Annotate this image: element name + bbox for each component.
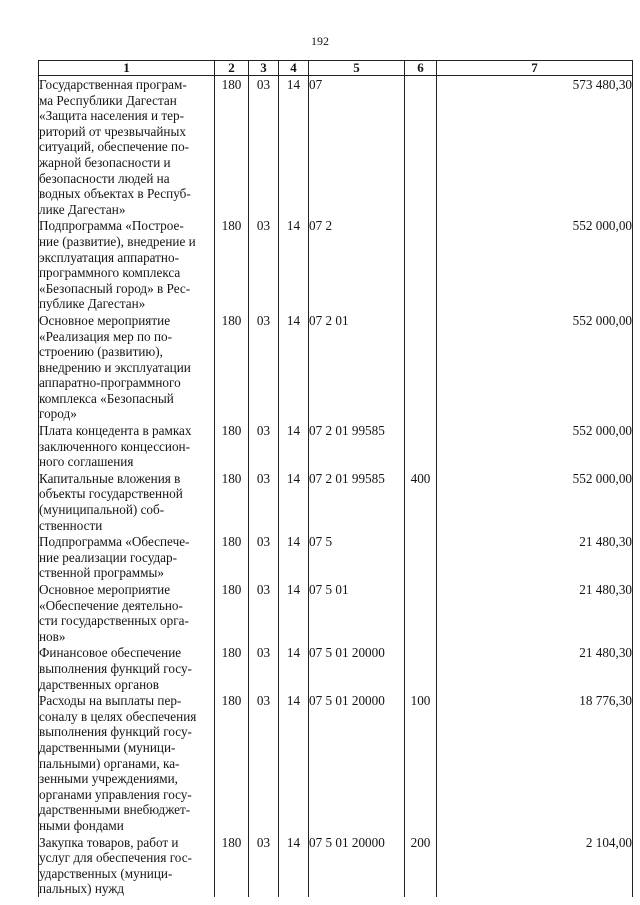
expense-type-cell	[405, 533, 437, 581]
row-name-line: Основное мероприятие	[39, 312, 171, 328]
row-name-line: риторий от чрезвычайных	[39, 123, 186, 139]
row-name-line: дарственными (муници-	[39, 739, 176, 755]
row-name-line: эксплуатация аппаратно-	[39, 249, 179, 265]
expense-type-cell	[405, 581, 437, 644]
row-name-line: строению (развитию),	[39, 344, 163, 360]
subsection-code-cell: 14	[279, 644, 309, 692]
row-name-line: ситуаций, обеспечение по-	[39, 139, 190, 155]
row-name-line: Подпрограмма «Обеспече-	[39, 534, 190, 550]
row-name-cell	[39, 76, 215, 218]
section-code-cell: 03	[249, 76, 279, 218]
row-name-line: водных объектах в Респуб-	[39, 186, 191, 202]
ministry-code-cell: 180	[215, 644, 249, 692]
row-name-line: нов»	[39, 628, 66, 644]
ministry-code-cell: 180	[215, 312, 249, 422]
subsection-code-cell: 14	[279, 422, 309, 470]
table-row	[39, 76, 633, 218]
row-name-line: жарной безопасности и	[39, 154, 171, 170]
row-name-cell	[39, 581, 215, 644]
section-code-cell: 03	[249, 644, 279, 692]
amount-cell: 552 000,00	[437, 312, 633, 422]
expense-type-cell	[405, 76, 437, 218]
row-name-line: аппаратно-программного	[39, 375, 181, 391]
ministry-code-cell: 180	[215, 422, 249, 470]
row-name-line: ного соглашения	[39, 454, 134, 470]
row-name-cell	[39, 692, 215, 833]
column-header: 4	[279, 61, 309, 76]
target-article-cell: 07 5 01	[309, 581, 405, 644]
row-name-line: органами управления госу-	[39, 786, 192, 802]
row-name-line: публике Дагестан»	[39, 296, 146, 312]
subsection-code-cell: 14	[279, 470, 309, 533]
row-name-line: ными фондами	[39, 817, 124, 833]
target-article-cell: 07 5	[309, 533, 405, 581]
target-article-cell: 07 2	[309, 217, 405, 312]
row-name-line: дарственных органов	[39, 676, 159, 692]
row-name-line: ственной программы»	[39, 565, 164, 581]
row-name-cell	[39, 217, 215, 312]
ministry-code-cell: 180	[215, 217, 249, 312]
row-name-line: сти государственных орга-	[39, 613, 189, 629]
amount-cell: 2 104,00	[437, 834, 633, 897]
row-name-line: Государственная програм-	[39, 77, 187, 92]
ministry-code-cell: 180	[215, 834, 249, 897]
row-name-line: выполнения функций госу-	[39, 660, 192, 676]
page-number: 192	[311, 34, 329, 48]
row-name-line: программного комплекса	[39, 265, 181, 281]
expense-type-cell	[405, 217, 437, 312]
table-row	[39, 533, 633, 581]
amount-cell: 552 000,00	[437, 422, 633, 470]
row-name-line: (муниципальной) соб-	[39, 502, 165, 518]
amount-cell: 552 000,00	[437, 217, 633, 312]
row-name-cell	[39, 312, 215, 422]
row-name-line: заключенного концессион-	[39, 438, 190, 454]
row-name-line: выполнения функций госу-	[39, 724, 192, 740]
section-code-cell: 03	[249, 533, 279, 581]
expense-type-cell	[405, 422, 437, 470]
table-row	[39, 312, 633, 422]
row-name-line: ственности	[39, 517, 103, 533]
expense-type-cell	[405, 312, 437, 422]
table-body	[39, 76, 633, 897]
row-name-line: «Безопасный город» в Рес-	[39, 280, 191, 296]
row-name-line: комплекса «Безопасный	[39, 390, 174, 406]
amount-cell: 21 480,30	[437, 533, 633, 581]
table-row	[39, 692, 633, 833]
row-name-line: ударственных (муници-	[39, 865, 173, 881]
row-name-line: Капитальные вложения в	[39, 470, 181, 486]
section-code-cell: 03	[249, 692, 279, 833]
column-header: 1	[39, 61, 215, 76]
section-code-cell: 03	[249, 217, 279, 312]
amount-cell: 573 480,30	[437, 76, 633, 218]
column-header: 5	[309, 61, 405, 76]
row-name-line: безопасности людей на	[39, 170, 170, 186]
target-article-cell: 07 2 01 99585	[309, 470, 405, 533]
row-name-line: Финансовое обеспечение	[39, 645, 182, 661]
expense-type-cell: 100	[405, 692, 437, 833]
expense-type-cell: 400	[405, 470, 437, 533]
row-name-cell	[39, 834, 215, 897]
column-header: 7	[437, 61, 633, 76]
column-header: 3	[249, 61, 279, 76]
header-row	[39, 61, 633, 76]
subsection-code-cell: 14	[279, 581, 309, 644]
row-name-line: Расходы на выплаты пер-	[39, 693, 182, 709]
section-code-cell: 03	[249, 834, 279, 897]
row-name-line: соналу в целях обеспечения	[39, 708, 197, 724]
row-name-line: зенными учреждениями,	[39, 771, 178, 787]
row-name-line: услуг для обеспечения гос-	[39, 850, 192, 866]
row-name-line: Плата концедента в рамках	[39, 423, 192, 439]
row-name-line: пальными) органами, ка-	[39, 755, 180, 771]
ministry-code-cell: 180	[215, 470, 249, 533]
expense-type-cell	[405, 644, 437, 692]
row-name-line: пальных) нужд	[39, 881, 125, 897]
row-name-line: Основное мероприятие	[39, 582, 171, 597]
amount-cell: 21 480,30	[437, 644, 633, 692]
target-article-cell: 07 5 01 20000	[309, 644, 405, 692]
row-name-cell	[39, 644, 215, 692]
section-code-cell: 03	[249, 312, 279, 422]
target-article-cell: 07 5 01 20000	[309, 834, 405, 897]
ministry-code-cell: 180	[215, 76, 249, 218]
row-name-line: лике Дагестан»	[39, 201, 126, 217]
table-row	[39, 422, 633, 470]
row-name-cell	[39, 533, 215, 581]
row-name-line: ние реализации государ-	[39, 549, 178, 565]
row-name-line: «Защита населения и тер-	[39, 108, 184, 124]
subsection-code-cell: 14	[279, 834, 309, 897]
subsection-code-cell: 14	[279, 533, 309, 581]
row-name-line: ма Республики Дагестан	[39, 92, 177, 108]
row-name-cell	[39, 470, 215, 533]
budget-table	[38, 60, 633, 897]
row-name-line: Подпрограмма «Построе-	[39, 218, 184, 234]
table-row	[39, 217, 633, 312]
target-article-cell: 07 5 01 20000	[309, 692, 405, 833]
table-row	[39, 644, 633, 692]
expense-type-cell: 200	[405, 834, 437, 897]
ministry-code-cell: 180	[215, 533, 249, 581]
row-name-line: «Реализация мер по по-	[39, 328, 172, 344]
ministry-code-cell: 180	[215, 581, 249, 644]
row-name-line: «Обеспечение деятельно-	[39, 597, 183, 613]
section-code-cell: 03	[249, 422, 279, 470]
amount-cell: 18 776,30	[437, 692, 633, 833]
target-article-cell: 07 2 01 99585	[309, 422, 405, 470]
row-name-line: внедрению и эксплуатации	[39, 359, 191, 375]
amount-cell: 552 000,00	[437, 470, 633, 533]
table-row	[39, 834, 633, 897]
row-name-line: ние (развитие), внедрение и	[39, 233, 196, 249]
amount-cell: 21 480,30	[437, 581, 633, 644]
column-header: 6	[405, 61, 437, 76]
subsection-code-cell: 14	[279, 692, 309, 833]
ministry-code-cell: 180	[215, 692, 249, 833]
subsection-code-cell: 14	[279, 76, 309, 218]
row-name-line: Закупка товаров, работ и	[39, 834, 179, 850]
row-name-line: дарственными внебюджет-	[39, 802, 191, 818]
table-row	[39, 470, 633, 533]
column-header: 2	[215, 61, 249, 76]
section-code-cell: 03	[249, 470, 279, 533]
subsection-code-cell: 14	[279, 217, 309, 312]
subsection-code-cell: 14	[279, 312, 309, 422]
row-name-cell	[39, 422, 215, 470]
row-name-line: объекты государственной	[39, 486, 183, 502]
table-row	[39, 581, 633, 644]
target-article-cell: 07 2 01	[309, 312, 405, 422]
section-code-cell: 03	[249, 581, 279, 644]
row-name-line: город»	[39, 406, 77, 422]
target-article-cell: 07	[309, 76, 405, 218]
